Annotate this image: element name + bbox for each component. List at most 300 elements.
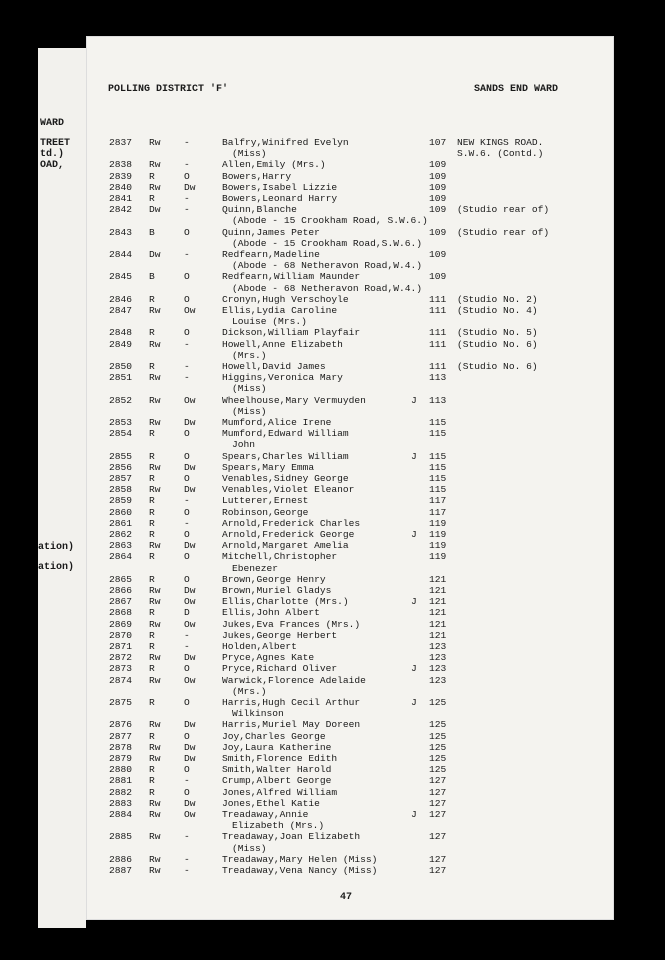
table-row — [0, 697, 665, 708]
house-number: 111 — [429, 338, 447, 350]
qualification-code: R — [149, 473, 155, 484]
juror-mark: J — [411, 809, 417, 820]
secondary-code: - — [184, 249, 190, 260]
house-number: 115 — [429, 484, 447, 496]
table-row — [0, 787, 665, 798]
secondary-code: Ow — [184, 305, 196, 316]
adjacent-fragment: WARD — [40, 118, 65, 129]
elector-number: 2841 — [109, 193, 133, 204]
elector-name: Venables,Violet Eleanor — [222, 484, 355, 496]
elector-name: Redfearn,William Maunder — [222, 271, 361, 283]
table-row — [0, 507, 665, 518]
table-row — [0, 831, 665, 842]
house-number: 119 — [429, 517, 447, 529]
elector-name: Mumford,Edward William — [222, 428, 349, 440]
secondary-code: O — [184, 428, 190, 440]
elector-number: 2857 — [109, 473, 133, 484]
elector-name: Higgins,Veronica Mary — [222, 372, 343, 384]
qualification-code: R — [149, 529, 155, 540]
secondary-code: Dw — [184, 461, 196, 473]
secondary-code: Dw — [184, 540, 196, 552]
secondary-code: O — [184, 226, 190, 238]
elector-name: Jukes,George Herbert — [222, 629, 338, 641]
secondary-code: Dw — [184, 585, 196, 596]
qualification-code: Rw — [149, 159, 161, 171]
elector-name: Wilkinson — [232, 708, 284, 720]
elector-name: Treadaway,Mary Helen (Miss) — [222, 853, 378, 865]
qualification-code: Rw — [149, 719, 161, 731]
secondary-code: O — [184, 697, 190, 708]
table-row — [0, 294, 665, 305]
house-number: 127 — [429, 865, 447, 876]
secondary-code: O — [184, 529, 190, 540]
secondary-code: O — [184, 271, 190, 283]
elector-name: Joy,Charles George — [222, 730, 326, 742]
house-number: 121 — [429, 607, 447, 619]
qualification-code: R — [149, 170, 155, 182]
secondary-code: - — [184, 372, 190, 384]
qualification-code: Rw — [149, 865, 161, 876]
elector-number: 2862 — [109, 529, 133, 540]
house-number: 127 — [429, 797, 447, 809]
house-number: 119 — [429, 529, 447, 540]
house-number: 127 — [429, 809, 447, 820]
street-address: (Studio No. 2) — [457, 293, 538, 305]
qualification-code: Rw — [149, 797, 161, 809]
elector-name: Smith,Florence Edith — [222, 753, 338, 764]
elector-number: 2855 — [109, 450, 133, 462]
table-row — [0, 361, 665, 372]
elector-number: 2848 — [109, 327, 133, 339]
qualification-code: R — [149, 551, 155, 563]
table-row — [0, 529, 665, 540]
qualification-code: Dw — [149, 249, 161, 260]
secondary-code: - — [184, 853, 190, 865]
elector-number: 2868 — [109, 607, 133, 619]
qualification-code: Rw — [149, 652, 161, 664]
elector-number: 2864 — [109, 551, 133, 563]
elector-name: Harris,Muriel May Doreen — [222, 719, 361, 731]
table-row — [0, 339, 665, 350]
elector-name: Treadaway,Joan Elizabeth — [222, 831, 361, 843]
qualification-code: R — [149, 361, 155, 372]
table-row — [0, 630, 665, 641]
table-row — [0, 137, 665, 148]
table-row — [0, 798, 665, 809]
elector-name: Warwick,Florence Adelaide — [222, 674, 366, 686]
house-number: 115 — [429, 428, 447, 440]
house-number: 125 — [429, 764, 447, 776]
table-row — [0, 843, 665, 854]
elector-number: 2870 — [109, 629, 133, 641]
secondary-code: - — [184, 641, 190, 652]
table-row — [0, 764, 665, 775]
house-number: 111 — [429, 305, 447, 316]
house-number: 127 — [429, 775, 447, 787]
elector-name: (Mrs.) — [232, 349, 267, 361]
house-number: 117 — [429, 495, 447, 507]
elector-number: 2851 — [109, 372, 133, 384]
elector-name: Ellis,Lydia Caroline — [222, 305, 338, 316]
elector-name: Treadaway,Vena Nancy (Miss) — [222, 865, 378, 876]
elector-number: 2883 — [109, 797, 133, 809]
house-number: 115 — [429, 461, 447, 473]
elector-number: 2875 — [109, 697, 133, 708]
elector-name: Smith,Walter Harold — [222, 764, 332, 776]
table-row — [0, 484, 665, 495]
elector-name: Bowers,Harry — [222, 170, 292, 182]
elector-name: Louise (Mrs.) — [232, 316, 307, 328]
table-row — [0, 238, 665, 249]
house-number: 127 — [429, 786, 447, 798]
table-row — [0, 417, 665, 428]
elector-name: Spears,Mary Emma — [222, 461, 315, 473]
qualification-code: R — [149, 495, 155, 507]
adjacent-fragment: td.) — [40, 149, 65, 160]
qualification-code: Rw — [149, 741, 161, 753]
elector-number: 2842 — [109, 204, 133, 216]
table-row — [0, 742, 665, 753]
table-row — [0, 563, 665, 574]
qualification-code: R — [149, 641, 155, 652]
elector-number: 2845 — [109, 271, 133, 283]
table-row — [0, 148, 665, 159]
elector-name: Pryce,Agnes Kate — [222, 652, 315, 664]
adjacent-fragment: OAD, — [40, 160, 65, 171]
elector-number: 2865 — [109, 573, 133, 585]
street-address: NEW KINGS ROAD. — [457, 137, 544, 148]
secondary-code: Dw — [184, 719, 196, 731]
qualification-code: Rw — [149, 338, 161, 350]
elector-number: 2872 — [109, 652, 133, 664]
elector-name: Redfearn,Madeline — [222, 249, 320, 260]
secondary-code: Ow — [184, 674, 196, 686]
qualification-code: R — [149, 775, 155, 787]
house-number: 109 — [429, 181, 447, 193]
elector-name: Howell,Anne Elizabeth — [222, 338, 343, 350]
qualification-code: R — [149, 786, 155, 798]
page-number: 47 — [340, 892, 353, 903]
elector-name: Crump,Albert George — [222, 775, 332, 787]
polling-district-heading: POLLING DISTRICT 'F' — [108, 84, 229, 95]
table-row — [0, 719, 665, 730]
elector-name: Ellis,Charlotte (Mrs.) — [222, 596, 349, 608]
house-number: 109 — [429, 193, 447, 204]
table-row — [0, 159, 665, 170]
house-number: 109 — [429, 271, 447, 283]
house-number: 121 — [429, 573, 447, 585]
elector-name: Bowers,Isabel Lizzie — [222, 181, 338, 193]
house-number: 117 — [429, 506, 447, 518]
secondary-code: O — [184, 786, 190, 798]
table-row — [0, 283, 665, 294]
table-row — [0, 731, 665, 742]
elector-name: (Abode - 15 Crookham Road, S.W.6.) — [232, 215, 428, 227]
secondary-code: - — [184, 204, 190, 216]
elector-name: Arnold,Frederick Charles — [222, 517, 361, 529]
elector-name: Brown,Muriel Gladys — [222, 585, 332, 596]
secondary-code: O — [184, 170, 190, 182]
table-row — [0, 641, 665, 652]
secondary-code: - — [184, 361, 190, 372]
elector-number: 2869 — [109, 618, 133, 630]
elector-name: Mumford,Alice Irene — [222, 417, 332, 428]
elector-number: 2874 — [109, 674, 133, 686]
elector-name: Ebenezer — [232, 562, 279, 574]
elector-number: 2876 — [109, 719, 133, 731]
qualification-code: R — [149, 506, 155, 518]
elector-name: (Miss) — [232, 842, 267, 854]
street-address: (Studio No. 4) — [457, 305, 538, 316]
table-row — [0, 260, 665, 271]
elector-number: 2879 — [109, 753, 133, 764]
qualification-code: R — [149, 697, 155, 708]
elector-number: 2838 — [109, 159, 133, 171]
qualification-code: Rw — [149, 809, 161, 820]
elector-name: Lutterer,Ernest — [222, 495, 309, 507]
secondary-code: Dw — [184, 484, 196, 496]
table-row — [0, 619, 665, 630]
elector-number: 2863 — [109, 540, 133, 552]
secondary-code: Dw — [184, 181, 196, 193]
secondary-code: O — [184, 573, 190, 585]
secondary-code: O — [184, 473, 190, 484]
qualification-code: R — [149, 663, 155, 675]
table-row — [0, 227, 665, 238]
elector-name: Treadaway,Annie — [222, 809, 309, 820]
qualification-code: Rw — [149, 181, 161, 193]
elector-number: 2839 — [109, 170, 133, 182]
elector-name: Jones,Alfred William — [222, 786, 338, 798]
elector-name: Dickson,William Playfair — [222, 327, 361, 339]
table-row — [0, 753, 665, 764]
table-row — [0, 171, 665, 182]
street-address: (Studio No. 6) — [457, 338, 538, 350]
house-number: 109 — [429, 159, 447, 171]
table-row — [0, 406, 665, 417]
elector-number: 2850 — [109, 361, 133, 372]
table-row — [0, 439, 665, 450]
qualification-code: R — [149, 517, 155, 529]
house-number: 123 — [429, 652, 447, 664]
table-row — [0, 383, 665, 394]
house-number: 111 — [429, 327, 447, 339]
table-row — [0, 708, 665, 719]
juror-mark: J — [411, 529, 417, 540]
qualification-code: Rw — [149, 394, 161, 406]
secondary-code: Dw — [184, 753, 196, 764]
elector-number: 2880 — [109, 764, 133, 776]
qualification-code: B — [149, 226, 155, 238]
table-row — [0, 305, 665, 316]
elector-number: 2843 — [109, 226, 133, 238]
qualification-code: R — [149, 450, 155, 462]
elector-number: 2873 — [109, 663, 133, 675]
elector-name: Cronyn,Hugh Verschoyle — [222, 293, 349, 305]
house-number: 109 — [429, 249, 447, 260]
qualification-code: Rw — [149, 674, 161, 686]
qualification-code: R — [149, 193, 155, 204]
elector-number: 2867 — [109, 596, 133, 608]
secondary-code: - — [184, 775, 190, 787]
elector-name: (Abode - 15 Crookham Road,S.W.6.) — [232, 237, 422, 249]
table-row — [0, 316, 665, 327]
house-number: 127 — [429, 831, 447, 843]
elector-name: (Miss) — [232, 383, 267, 395]
table-row — [0, 428, 665, 439]
elector-name: Ellis,John Albert — [222, 607, 320, 619]
elector-number: 2881 — [109, 775, 133, 787]
house-number: 111 — [429, 361, 447, 372]
house-number: 125 — [429, 719, 447, 731]
qualification-code: Rw — [149, 596, 161, 608]
house-number: 123 — [429, 663, 447, 675]
elector-name: Brown,George Henry — [222, 573, 326, 585]
elector-number: 2837 — [109, 137, 133, 148]
table-row — [0, 540, 665, 551]
qualification-code: Dw — [149, 204, 161, 216]
street-address: (Studio No. 6) — [457, 361, 538, 372]
qualification-code: Rw — [149, 305, 161, 316]
secondary-code: O — [184, 663, 190, 675]
house-number: 115 — [429, 450, 447, 462]
table-row — [0, 652, 665, 663]
qualification-code: Rw — [149, 461, 161, 473]
table-row — [0, 182, 665, 193]
elector-name: (Abode - 68 Netheravon Road,W.4.) — [232, 282, 422, 294]
elector-number: 2871 — [109, 641, 133, 652]
house-number: 109 — [429, 226, 447, 238]
table-row — [0, 809, 665, 820]
house-number: 121 — [429, 585, 447, 596]
table-row — [0, 775, 665, 786]
elector-number: 2847 — [109, 305, 133, 316]
house-number: 125 — [429, 753, 447, 764]
elector-name: Balfry,Winifred Evelyn — [222, 137, 349, 148]
elector-name: Arnold,Margaret Amelia — [222, 540, 349, 552]
house-number: 125 — [429, 697, 447, 708]
adjacent-fragment: TREET — [40, 138, 71, 149]
secondary-code: O — [184, 327, 190, 339]
street-address: S.W.6. (Contd.) — [457, 148, 544, 160]
elector-name: Jones,Ethel Katie — [222, 797, 320, 809]
table-row — [0, 350, 665, 361]
table-row — [0, 249, 665, 260]
table-row — [0, 395, 665, 406]
elector-number: 2886 — [109, 853, 133, 865]
secondary-code: - — [184, 629, 190, 641]
street-address: (Studio rear of) — [457, 204, 550, 216]
elector-name: Bowers,Leonard Harry — [222, 193, 338, 204]
elector-number: 2861 — [109, 517, 133, 529]
table-row — [0, 854, 665, 865]
elector-name: Allen,Emily (Mrs.) — [222, 159, 326, 171]
street-address: (Studio rear of) — [457, 226, 550, 238]
house-number: 123 — [429, 641, 447, 652]
elector-number: 2884 — [109, 809, 133, 820]
elector-name: Wheelhouse,Mary Vermuyden — [222, 394, 366, 406]
table-row — [0, 372, 665, 383]
secondary-code: - — [184, 338, 190, 350]
house-number: 113 — [429, 372, 447, 384]
street-address: (Studio No. 5) — [457, 327, 538, 339]
elector-name: (Miss) — [232, 405, 267, 417]
table-row — [0, 271, 665, 282]
ward-heading: SANDS END WARD — [474, 84, 559, 95]
house-number: 125 — [429, 741, 447, 753]
elector-number: 2859 — [109, 495, 133, 507]
table-row — [0, 518, 665, 529]
secondary-code: - — [184, 831, 190, 843]
secondary-code: - — [184, 517, 190, 529]
elector-number: 2858 — [109, 484, 133, 496]
table-row — [0, 675, 665, 686]
qualification-code: Rw — [149, 484, 161, 496]
elector-name: Arnold,Frederick George — [222, 529, 355, 540]
secondary-code: Ow — [184, 809, 196, 820]
table-row — [0, 820, 665, 831]
qualification-code: Rw — [149, 417, 161, 428]
house-number: 119 — [429, 551, 447, 563]
elector-number: 2852 — [109, 394, 133, 406]
elector-name: Venables,Sidney George — [222, 473, 349, 484]
qualification-code: R — [149, 764, 155, 776]
secondary-code: O — [184, 730, 190, 742]
house-number: 127 — [429, 853, 447, 865]
qualification-code: Rw — [149, 831, 161, 843]
table-row — [0, 596, 665, 607]
elector-name: Elizabeth (Mrs.) — [232, 820, 325, 832]
secondary-code: Ow — [184, 618, 196, 630]
elector-number: 2877 — [109, 730, 133, 742]
elector-number: 2887 — [109, 865, 133, 876]
table-row — [0, 865, 665, 876]
elector-name: Pryce,Richard Oliver — [222, 663, 338, 675]
qualification-code: R — [149, 428, 155, 440]
elector-name: Spears,Charles William — [222, 450, 349, 462]
juror-mark: J — [411, 450, 417, 462]
table-row — [0, 327, 665, 338]
qualification-code: Rw — [149, 137, 161, 148]
house-number: 121 — [429, 596, 447, 608]
house-number: 123 — [429, 674, 447, 686]
elector-name: Holden,Albert — [222, 641, 297, 652]
elector-number: 2840 — [109, 181, 133, 193]
qualification-code: R — [149, 293, 155, 305]
qualification-code: Rw — [149, 618, 161, 630]
secondary-code: O — [184, 293, 190, 305]
table-row — [0, 473, 665, 484]
qualification-code: Rw — [149, 753, 161, 764]
elector-number: 2846 — [109, 293, 133, 305]
elector-number: 2882 — [109, 786, 133, 798]
qualification-code: R — [149, 629, 155, 641]
secondary-code: - — [184, 159, 190, 171]
table-row — [0, 451, 665, 462]
house-number: 121 — [429, 629, 447, 641]
elector-name: Robinson,George — [222, 506, 309, 518]
house-number: 115 — [429, 473, 447, 484]
qualification-code: R — [149, 327, 155, 339]
table-row — [0, 585, 665, 596]
elector-name: Quinn,Blanche — [222, 204, 297, 216]
house-number: 119 — [429, 540, 447, 552]
qualification-code: Rw — [149, 540, 161, 552]
elector-name: John — [232, 439, 256, 451]
elector-name: Mitchell,Christopher — [222, 551, 338, 563]
house-number: 107 — [429, 137, 447, 148]
juror-mark: J — [411, 663, 417, 675]
